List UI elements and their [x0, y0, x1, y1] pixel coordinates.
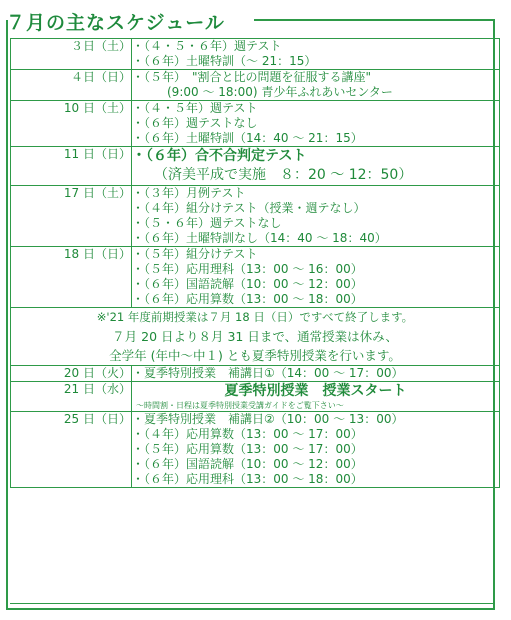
row-date: 10 日（土） — [11, 101, 132, 147]
list-item: ・（６年）合不合判定テスト — [132, 148, 307, 164]
row-date: 25 日（日） — [11, 412, 132, 488]
table-row — [11, 186, 500, 247]
table-row — [11, 247, 500, 308]
list-item: ・（３年）月例テスト — [132, 186, 246, 200]
row-date: 11 日（日） — [11, 147, 132, 186]
table-row — [11, 101, 500, 147]
list-item: ・（６年）土曜特訓（14：40 ～ 21：15） — [132, 131, 363, 145]
notice-line: ※'21 年度前期授業は７月 18 日（日）ですべて終了します。 — [96, 310, 414, 324]
row-date: 21 日（水） — [11, 382, 132, 412]
notice-row — [11, 308, 500, 366]
row-date: ３日（土） — [11, 39, 132, 70]
table-row — [11, 412, 500, 488]
list-item: ・夏季特別授業 補講日②（10：00 ～ 13：00） — [132, 412, 404, 426]
list-item: ・（６年）国語読解（10：00 ～ 12：00） — [132, 457, 363, 471]
list-item: ・（４・５年）週テスト — [132, 101, 258, 115]
row-date: 20 日（火） — [11, 366, 132, 382]
list-item: ・（５年）応用理科（13：00 ～ 16：00） — [132, 262, 363, 276]
table-row — [11, 366, 500, 382]
row-date: 17 日（土） — [11, 186, 132, 247]
table-row — [11, 382, 500, 412]
list-item: ・（６年）土曜特訓（～ 21：15） — [132, 54, 317, 68]
list-item: ・（４年）応用算数（13：00 ～ 17：00） — [132, 427, 363, 441]
list-item: ・（６年）国語読解（10：00 ～ 12：00） — [132, 277, 363, 291]
list-item: ・（６年）土曜特訓なし（14：40 ～ 18：40） — [132, 231, 387, 245]
list-item: ・（４・５・６年）週テスト — [132, 39, 282, 53]
notice-line: 全学年 (年中～中１) とも夏季特別授業を行います。 — [109, 348, 401, 363]
list-item: ・（５・６年）週テストなし — [132, 216, 282, 230]
summer-course-start: 夏季特別授業 授業スタート — [224, 383, 407, 399]
list-item: ・（４年）組分けテスト（授業・週テなし） — [132, 201, 366, 215]
list-item: ・（５年） "割合と比の問題を征服する講座" — [132, 70, 372, 84]
list-item: ・（５年）組分けテスト — [132, 247, 258, 261]
list-item: ・夏季特別授業 補講日①（14：00 ～ 17：00） — [132, 366, 404, 380]
schedule-table — [10, 38, 500, 488]
list-item: ・（５年）応用算数（13：00 ～ 17：00） — [132, 442, 363, 456]
guide-note: ～時間割・日程は夏季特別授業受講ガイドをご覧下さい～ — [136, 401, 344, 410]
table-row — [11, 70, 500, 101]
list-item: (9:00 ～ 18:00) 青少年ふれあいセンター — [167, 85, 393, 99]
page-title: ７月の主なスケジュール — [6, 12, 225, 34]
row-date: 18 日（日） — [11, 247, 132, 308]
row-date: ４日（日） — [11, 70, 132, 101]
list-item: ・（６年）応用理科（13：00 ～ 18：00） — [132, 472, 363, 486]
list-item: （済美平成で実施 ８：20 ～ 12：50） — [154, 167, 413, 183]
notice-line: ７月 20 日より８月 31 日まで、通常授業は休み、 — [112, 329, 398, 344]
list-item: ・（６年）応用算数（13：00 ～ 18：00） — [132, 292, 363, 306]
list-item: ・（６年）週テストなし — [132, 116, 258, 130]
table-row — [11, 39, 500, 70]
table-row — [11, 147, 500, 186]
bottom-divider — [10, 603, 495, 604]
